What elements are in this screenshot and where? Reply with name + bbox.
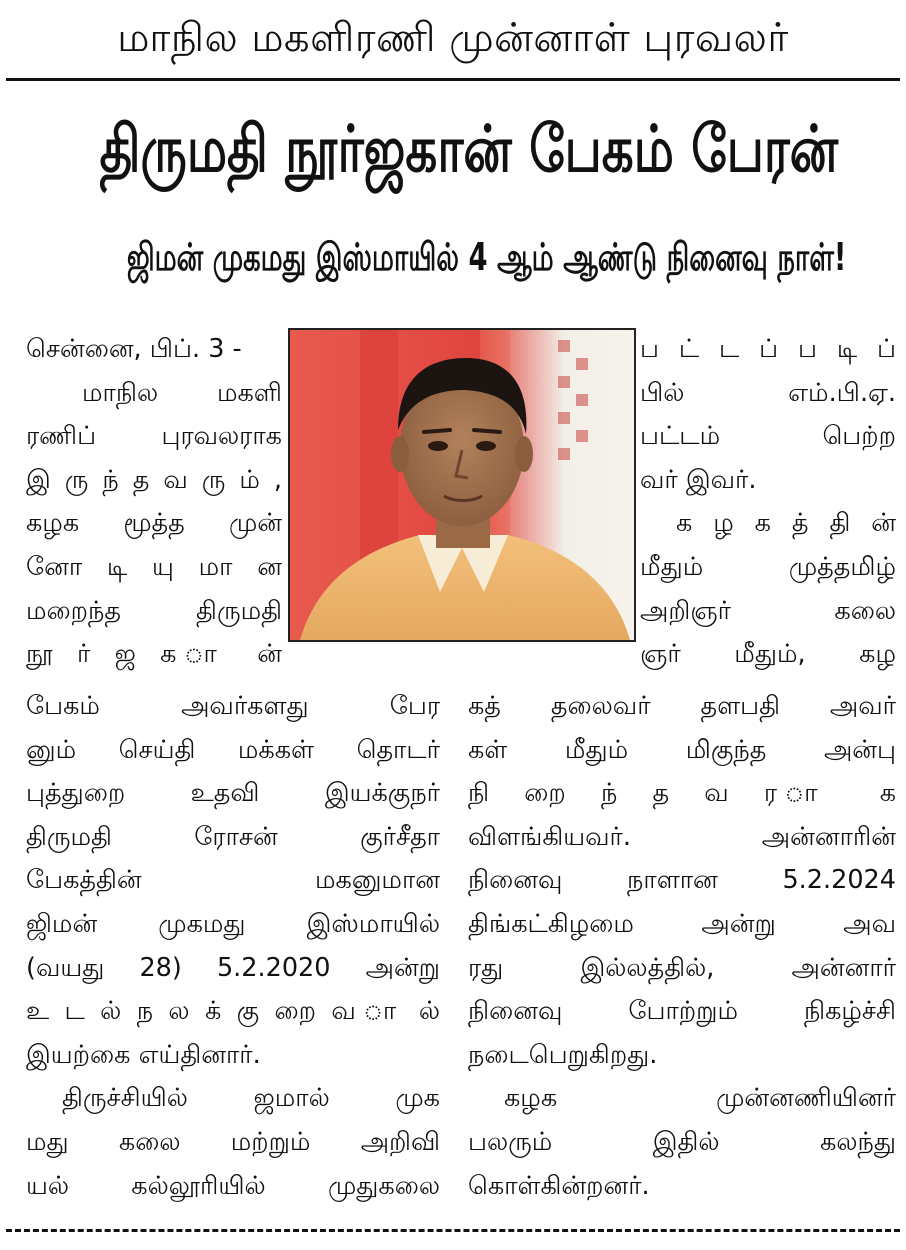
body-line: பட்டம் பெற்ற (640, 421, 896, 452)
body-line: மது கலை மற்றும் அறிவி (26, 1126, 440, 1157)
body-line: நினைவு போற்றும் நிகழ்ச்சி (468, 996, 896, 1027)
kicker-line: மாநில மகளிரணி முன்னாள் புரவலர் (117, 15, 789, 61)
body-line: கழக மூத்த முன் (26, 508, 282, 539)
body-line: அறிஞர் கலை (640, 595, 896, 626)
headline: திருமதி நூர்ஜகான் பேகம் பேரன் (99, 113, 839, 187)
body-line: ரணிப் புரவலராக (26, 421, 282, 452)
body-line: கழக முன்னணியினர் (504, 1083, 896, 1114)
body-line: ஞர் மீதும், கழ (640, 639, 896, 670)
body-line: பலரும் இதில் கலந்து (468, 1126, 896, 1157)
body-line: பில் எம்.பி.ஏ. (640, 377, 896, 408)
body-line: இ ரு ந் த வ ரு ம் , (26, 464, 282, 495)
body-line: உ ட ல் ந ல க் கு றை வ ா ல் (26, 996, 440, 1027)
subheadline: ஜிமன் முகமது இஸ்மாயில் 4 ஆம் ஆண்டு நினைவு நாள்! (126, 235, 847, 279)
body-line: ரது இல்லத்தில், அன்னார் (468, 952, 896, 983)
body-line: பேகத்தின் மகனுமான (26, 865, 440, 896)
body-line: ஜிமன் முகமது இஸ்மாயில் (26, 908, 440, 939)
body-line: நடைபெறுகிறது. (468, 1039, 658, 1070)
left-column-bottom (26, 685, 440, 1208)
body-line: திருச்சியில் ஜமால் முக (62, 1083, 440, 1114)
body-line: புத்துறை உதவி இயக்குநர் (26, 778, 440, 809)
body-line: இயற்கை எய்தினார். (26, 1039, 261, 1070)
body-line: மாநில மகளி (82, 377, 282, 408)
body-line: னோ டி யு மா ன (26, 551, 282, 582)
body-line: யல் கல்லூரியில் முதுகலை (26, 1170, 440, 1201)
body-line: திருமதி ரோசன் குர்சீதா (26, 821, 440, 852)
body-line: கொள்கின்றனர். (468, 1170, 650, 1201)
body-line: நினைவு நாளான 5.2.2024 (468, 865, 896, 896)
body-line: (வயது 28) 5.2.2020 அன்று (26, 952, 440, 983)
top-rule-divider (6, 78, 900, 81)
body-line: நூ ர் ஜ க ா ன் (26, 639, 282, 670)
body-line: விளங்கியவர். அன்னாரின் (468, 821, 896, 852)
body-line: கத் தலைவர் தளபதி அவர் (468, 691, 896, 721)
body-line: கள் மீதும் மிகுந்த அன்பு (468, 734, 896, 765)
portrait-photo-icon (288, 328, 636, 642)
body-line: க ழ க த் தி ன் (676, 508, 896, 539)
bottom-dashed-divider (6, 1229, 900, 1232)
right-column-bottom (468, 685, 896, 1208)
body-line: மீதும் முத்தமிழ் (640, 551, 896, 582)
body-line: வர் இவர். (640, 464, 757, 495)
body-line: ப ட் ட ப் ப டி ப் (640, 334, 896, 364)
body-line: நி றை ந் த வ ர ா க (468, 778, 896, 809)
body-line: திங்கட்கிழமை அன்று அவ (468, 908, 896, 939)
body-line: னும் செய்தி மக்கள் தொடர் (26, 734, 440, 765)
right-column-top (640, 328, 896, 677)
body-line: பேகம் அவர்களது பேர (26, 691, 440, 721)
dateline: சென்னை, பிப். 3 - (26, 334, 242, 364)
body-line: மறைந்த திருமதி (26, 595, 282, 626)
left-column-top (26, 328, 282, 677)
